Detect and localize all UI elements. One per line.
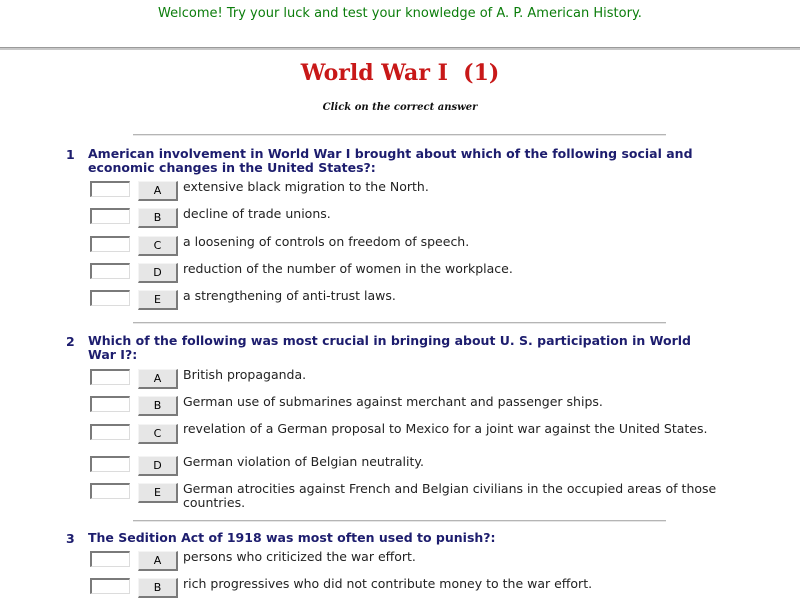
choice-text-q3-a: persons who criticized the war effort. xyxy=(183,549,416,564)
choice-button-q2-a[interactable]: A xyxy=(138,369,178,389)
choice-text-q1-d: reduction of the number of women in the workplace. xyxy=(183,261,513,276)
answer-box-q1-c[interactable] xyxy=(90,236,130,252)
choice-button-q2-e[interactable]: E xyxy=(138,483,178,503)
welcome-message: Welcome! Try your luck and test your knowledge of A. P. American History. xyxy=(158,6,642,21)
choice-text-q2-e: German atrocities against French and Belgian civilians in the occupied areas of those countries. xyxy=(183,481,717,510)
choice-button-q1-e[interactable]: E xyxy=(138,290,178,310)
choice-button-q2-c[interactable]: C xyxy=(138,424,178,444)
answer-box-q2-c[interactable] xyxy=(90,424,130,440)
question-number: 2 xyxy=(66,334,75,349)
choice-text-q3-b: rich progressives who did not contribute money to the war effort. xyxy=(183,576,593,591)
choice-text-q2-c: revelation of a German proposal to Mexico for a joint war against the United States. xyxy=(183,421,708,436)
divider-q3 xyxy=(133,520,666,522)
question-text: The Sedition Act of 1918 was most often used to punish?: xyxy=(88,530,496,545)
choice-text-q2-b: German use of submarines against merchant and passenger ships. xyxy=(183,394,603,409)
choice-button-q2-d[interactable]: D xyxy=(138,456,178,476)
divider-q2 xyxy=(133,322,666,324)
choice-button-q1-c[interactable]: C xyxy=(138,236,178,256)
choice-text-q1-a: extensive black migration to the North. xyxy=(183,179,429,194)
choice-button-q1-b[interactable]: B xyxy=(138,208,178,228)
answer-box-q3-b[interactable] xyxy=(90,578,130,594)
instruction-text: Click on the correct answer xyxy=(322,102,478,113)
choice-text-q1-b: decline of trade unions. xyxy=(183,206,331,221)
answer-box-q2-b[interactable] xyxy=(90,396,130,412)
header-divider xyxy=(0,47,800,50)
divider-q1 xyxy=(133,134,666,136)
answer-box-q1-e[interactable] xyxy=(90,290,130,306)
choice-text-q2-d: German violation of Belgian neutrality. xyxy=(183,454,424,469)
question-number: 1 xyxy=(66,147,75,162)
choice-text-q1-e: a strengthening of anti-trust laws. xyxy=(183,288,396,303)
page-title: World War I (1) xyxy=(300,60,500,86)
answer-box-q3-a[interactable] xyxy=(90,551,130,567)
question-text: Which of the following was most crucial in bringing about U. S. participation in World War I?: xyxy=(88,333,691,362)
choice-button-q3-a[interactable]: A xyxy=(138,551,178,571)
choice-text-q2-a: British propaganda. xyxy=(183,367,307,382)
choice-text-q1-c: a loosening of controls on freedom of speech. xyxy=(183,234,470,249)
choice-button-q2-b[interactable]: B xyxy=(138,396,178,416)
answer-box-q2-a[interactable] xyxy=(90,369,130,385)
question-number: 3 xyxy=(66,531,75,546)
choice-button-q1-a[interactable]: A xyxy=(138,181,178,201)
answer-box-q1-b[interactable] xyxy=(90,208,130,224)
question-text: American involvement in World War I brought about which of the following social and economic changes in the United States?: xyxy=(88,146,693,175)
answer-box-q2-d[interactable] xyxy=(90,456,130,472)
choice-button-q3-b[interactable]: B xyxy=(138,578,178,598)
answer-box-q1-d[interactable] xyxy=(90,263,130,279)
answer-box-q1-a[interactable] xyxy=(90,181,130,197)
choice-button-q1-d[interactable]: D xyxy=(138,263,178,283)
answer-box-q2-e[interactable] xyxy=(90,483,130,499)
